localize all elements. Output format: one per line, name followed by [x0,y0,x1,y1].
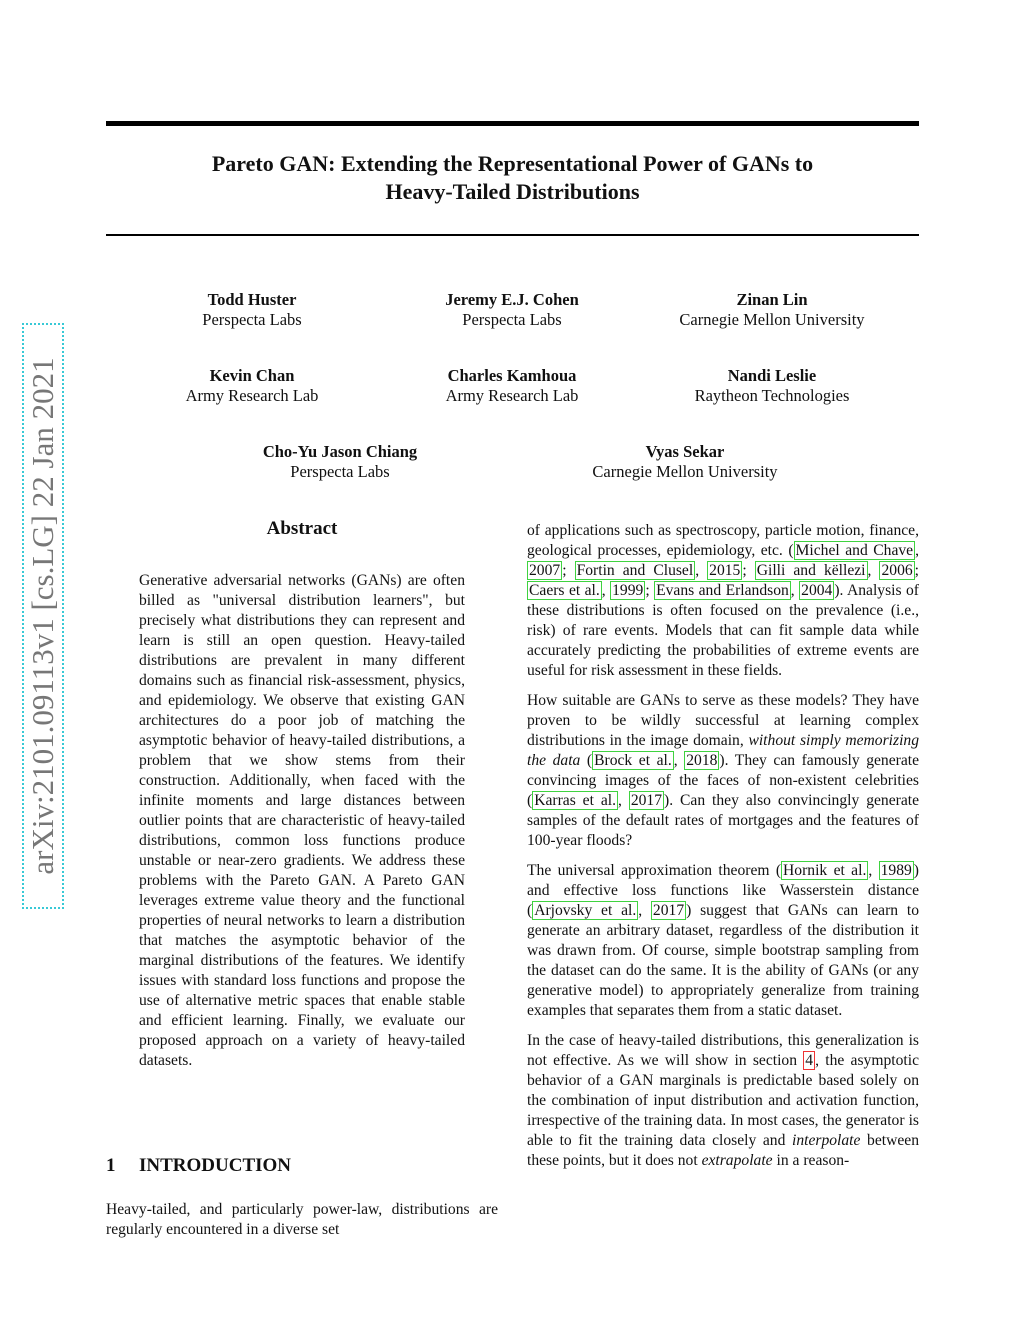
author-affiliation: Perspecta Labs [202,310,302,329]
citation-link[interactable]: Brock et al. [594,752,672,769]
author-block [122,366,382,406]
section-heading-introduction [106,1155,291,1177]
author-affiliation: Army Research Lab [445,386,579,405]
author-block [382,290,642,330]
arxiv-identifier: arXiv:2101.09113v1 [cs.LG] 22 Jan 2021 [25,357,60,875]
section-title: INTRODUCTION [139,1155,292,1176]
citation-link[interactable]: Caers et al. [529,582,600,599]
abstract-heading: Abstract [266,518,338,539]
citation-link[interactable]: 2017 [630,792,663,809]
author-block [210,442,470,482]
author-name: Kevin Chan [209,366,295,385]
author-name: Charles Kamhoua [447,366,577,385]
citation-link[interactable]: 1989 [880,862,912,879]
paragraph-heavy-tailed: In the case of heavy-tailed distributions, this generalization is not effective. As we will show in section 4 , the asymptotic behavior of a GAN marginals is predictable based solely on the combination of input distribution and activation function, irrespective of the training data. In most cases, the generator is able to fit the training data closely and interpolate between these points, but it does not extrapolate in a reason- [527,1032,919,1169]
section-reference-link[interactable]: 4 [805,1052,814,1069]
arxiv-identifier-box [22,323,64,909]
citation-link[interactable]: Michel and Chave [795,542,914,559]
title-rule-bottom [106,234,919,236]
author-affiliation: Perspecta Labs [462,310,562,329]
abstract-text: Generative adversarial networks (GANs) are often billed as "universal distribution learners", but precisely what distributions they can represent and learn is still an open question. Heavy-tailed distributions are prevalent in many different domains such as financial risk-assessment, physics, and epidemiology. We observe that existing GAN architectures do a poor job of matching the asymptotic behavior of heavy-tailed distributions, a problem that we show stems from their construction. Additionally, when faced with the infinite moments and large distances between outlier points that are characteristic of heavy-tailed distributions, common loss functions produce unstable or near-zero gradients. We address these problems with the Pareto GAN. A Pareto GAN leverages extreme value theory and the functional properties of neural networks to learn a distribution that matches the asymptotic behavior of the marginal distributions of the features. We identify issues with standard loss functions and propose the use of alternative metric spaces that enable stable and efficient learning. Finally, we evaluate our proposed approach on a variety of heavy-tailed datasets. [139,572,465,1069]
citation-link[interactable]: 2017 [652,902,685,919]
author-name: Vyas Sekar [645,442,725,461]
author-block [642,290,902,330]
citation-link[interactable]: 2007 [529,562,561,579]
citation-link[interactable]: 2004 [801,582,833,599]
author-affiliation: Carnegie Mellon University [592,462,778,481]
intro-paragraph: Heavy-tailed, and particularly power-law, distributions are regularly encountered in a diverse set [106,1201,498,1238]
author-name: Zinan Lin [736,290,808,309]
author-block [555,442,815,482]
citation-link[interactable]: Karras et al. [534,792,616,809]
citation-link[interactable]: 1999 [612,582,644,599]
author-affiliation: Army Research Lab [185,386,319,405]
paragraph-gan-suitability: How suitable are GANs to serve as these models? They have proven to be wildly successful at learning complex distributions in the image domain, without simply memorizing the data ( Brock et al. , 2018 ). They can famously generate convincing images of the faces of non-existent celebrities ( Karras et al. , 2017 ). Can they also convincingly generate samples of the default rates of mortgages and the features of 100-year floods? [527,692,920,849]
citation-link[interactable]: 2006 [881,562,913,579]
citation-link[interactable]: Gilli and këllezi [756,562,866,579]
author-block [642,366,902,406]
title-rule-top [106,121,919,126]
section-number: 1 [106,1155,116,1176]
citation-link[interactable]: Arjovsky et al. [534,902,637,919]
author-block [122,290,382,330]
right-column [527,521,919,1181]
paper-title-line-2: Heavy-Tailed Distributions [385,179,640,204]
author-name: Nandi Leslie [727,366,817,385]
citation-link[interactable]: 2018 [686,752,718,769]
author-name: Cho-Yu Jason Chiang [262,442,418,461]
abstract-body [139,571,465,1081]
citation-link[interactable]: Fortin and Clusel [576,562,694,579]
author-affiliation: Raytheon Technologies [694,386,850,405]
paragraph-universal-approximation: The universal approximation theorem ( Hornik et al. , 1989 ) and effective loss functions like Wasserstein distance ( Arjovsky et al. , 2017 ) suggest that GANs can learn to generate an arbitrary dataset, regardless of the distribution it was drawn from. Of course, simple bootstrap sampling from the dataset can do the same. It is the ability of GANs (or any generative model) to appropriately generalize from training examples that separates them from a static dataset. [527,862,919,1019]
author-affiliation: Carnegie Mellon University [679,310,865,329]
citation-link[interactable]: Evans and Erlandson [656,582,789,599]
citation-link[interactable]: 2015 [709,562,741,579]
citation-link[interactable]: Hornik et al. [783,862,867,879]
author-name: Todd Huster [207,290,297,309]
author-name: Jeremy E.J. Cohen [445,290,579,309]
author-affiliation: Perspecta Labs [290,462,390,481]
paper-title-line-1: Pareto GAN: Extending the Representational Power of GANs to [211,151,814,176]
author-block [382,366,642,406]
paragraph-applications: of applications such as spectroscopy, particle motion, finance, geological processes, epidemiology, etc. ( Michel and Chave , 2007 ; Fortin and Clusel , 2015 ; Gilli and këllezi , 2006 ; Caers et al. , 1999 ; Evans and Erlandson , 2004 ). Analysis of these distributions is often focused on the prevalence (i.e., risk) of rare events. Models that can fit sample data while accurately predicting the probabilities of extreme events are useful for risk assessment in these fields. [527,522,920,679]
paper-title [106,150,919,206]
